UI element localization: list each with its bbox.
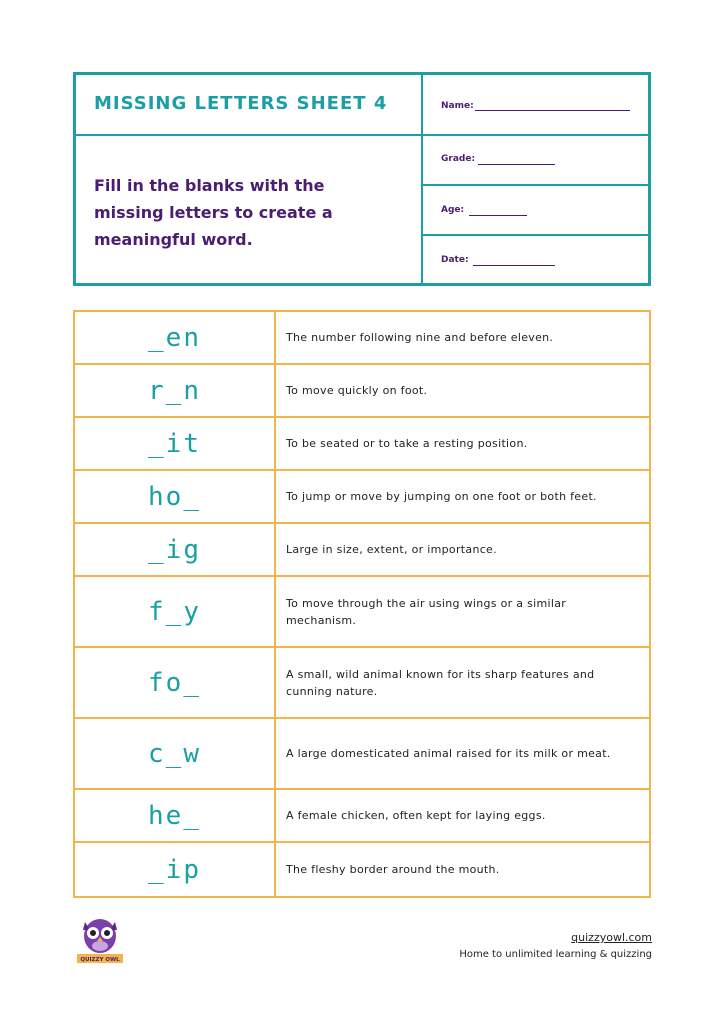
clue-text: A small, wild animal known for its sharp features and cunning nature. xyxy=(286,667,595,698)
title-cell xyxy=(76,75,423,136)
grade-label: Grade: xyxy=(441,154,476,164)
missing-word[interactable]: fo_ xyxy=(75,648,276,717)
table-row xyxy=(75,471,649,524)
clue-text: To move through the air using wings or a similar mechanism. xyxy=(286,596,567,627)
words-table xyxy=(73,310,651,898)
table-row xyxy=(75,524,649,577)
clue-text: To be seated or to take a resting position. xyxy=(286,437,528,450)
age-label: Age: xyxy=(441,205,465,215)
missing-word[interactable]: _it xyxy=(75,418,276,469)
missing-word[interactable]: _en xyxy=(75,312,276,363)
owl-logo-icon xyxy=(75,914,125,964)
date-label: Date: xyxy=(441,255,469,265)
age-line xyxy=(469,215,527,216)
name-field[interactable] xyxy=(423,75,648,136)
clue-text: A large domesticated animal raised for its milk or meat. xyxy=(286,747,611,760)
page-title: MISSING LETTERS SHEET 4 xyxy=(94,93,388,114)
name-label: Name: xyxy=(441,101,474,111)
missing-word[interactable]: _ip xyxy=(75,843,276,896)
clue-text: Large in size, extent, or importance. xyxy=(286,543,497,556)
missing-word[interactable]: ho_ xyxy=(75,471,276,522)
site-link[interactable]: quizzyowl.com xyxy=(571,931,652,944)
missing-word[interactable]: _ig xyxy=(75,524,276,575)
table-row xyxy=(75,312,649,365)
name-line xyxy=(475,110,630,111)
missing-word[interactable]: r_n xyxy=(75,365,276,416)
table-row xyxy=(75,790,649,843)
missing-word[interactable]: he_ xyxy=(75,790,276,841)
missing-word[interactable]: f_y xyxy=(75,577,276,646)
table-row xyxy=(75,719,649,790)
clue-text: The fleshy border around the mouth. xyxy=(286,863,500,876)
date-field[interactable] xyxy=(423,236,648,283)
age-field[interactable] xyxy=(423,186,648,236)
grade-line xyxy=(478,164,555,165)
clue-text: To jump or move by jumping on one foot or both feet. xyxy=(286,490,597,503)
tagline: Home to unlimited learning & quizzing xyxy=(459,949,652,960)
grade-field[interactable] xyxy=(423,136,648,186)
table-row xyxy=(75,418,649,471)
table-row xyxy=(75,648,649,719)
clue-text: The number following nine and before eleven. xyxy=(286,331,554,344)
instructions: Fill in the blanks with the missing letters to create a meaningful word. xyxy=(94,176,333,249)
missing-word[interactable]: c_w xyxy=(75,719,276,788)
table-row xyxy=(75,577,649,648)
date-line xyxy=(473,265,555,266)
clue-text: To move quickly on foot. xyxy=(286,384,428,397)
clue-text: A female chicken, often kept for laying eggs. xyxy=(286,809,546,822)
logo-text: QUIZZY OWL xyxy=(80,957,120,963)
table-row xyxy=(75,843,649,896)
table-row xyxy=(75,365,649,418)
worksheet-header xyxy=(73,72,651,286)
instructions-cell xyxy=(76,136,423,283)
